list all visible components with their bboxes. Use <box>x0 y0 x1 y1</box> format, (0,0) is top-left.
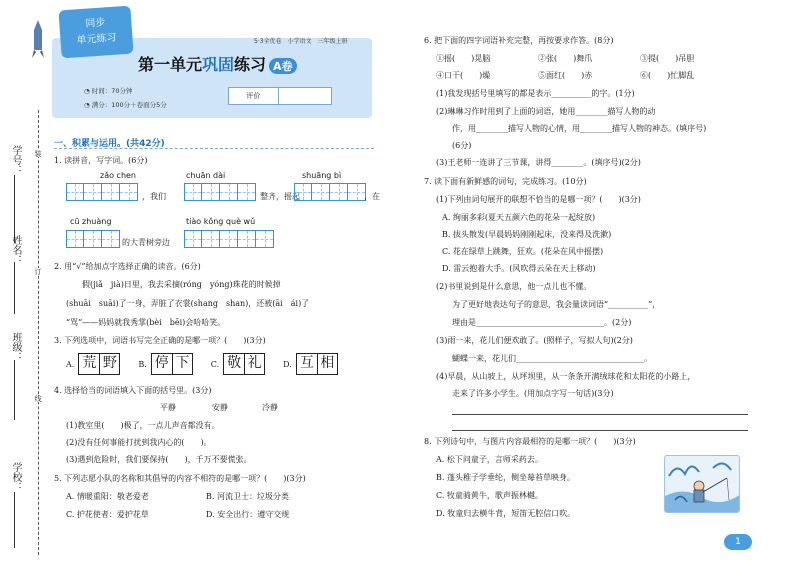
q3-option-char: 敬 <box>227 355 242 371</box>
q1-pinyin-3: shuāng bì <box>302 171 342 180</box>
rocket-icon <box>32 20 44 60</box>
q6-row2-a: ④口干( )燥 <box>436 71 491 80</box>
q7-stem: 7. 读下面有新鲜感的词句，完成练习。(10分) <box>424 177 587 186</box>
q7-sub-2: (2)书里说到是什么意思，他一点儿也不懂。 <box>436 282 592 291</box>
tag-line-1: 同步 <box>85 17 106 30</box>
q3-option-1[interactable] <box>138 353 192 375</box>
page-number: 1 <box>724 534 752 550</box>
score-info <box>84 100 167 109</box>
q7-sub-4: (4)早晨，从山坡上，从坪坝里，从一条条开满绒球花和太阳花的小路上， <box>436 372 696 381</box>
title-part-1: 第一单元 <box>138 55 203 74</box>
q3-option-3[interactable] <box>283 353 338 375</box>
q1-pinyin-5: tiào kǒng què wǔ <box>186 217 256 226</box>
time-info <box>84 86 133 95</box>
q5-option-b[interactable]: B. 河流卫士：垃圾分类 <box>206 492 289 501</box>
q8-option-a[interactable]: A. 松下问童子，言师采药去。 <box>436 455 543 464</box>
q6-row1-a: ①摇( )晃脑 <box>436 54 491 63</box>
evaluation-field[interactable] <box>279 88 331 104</box>
q6-sub-3: (3)王老师一连讲了三节课，讲得________。(填序号)(2分) <box>436 158 641 167</box>
q7-sub-2b: 理由是________________________________。(2分) <box>452 318 632 327</box>
evaluation-label: 评价 <box>229 88 279 104</box>
q4-sentence-1: (1)教室里( )极了，一点儿声音都没有。 <box>66 421 220 430</box>
q1-stem: 1. 读拼音，写字词。(6分) <box>54 156 148 165</box>
illustration-image <box>665 456 740 513</box>
q7-option-a[interactable]: A. 绚丽多彩(夏天五颜六色的花朵一起绽放) <box>442 213 596 222</box>
q6-row1-c: ③提( )吊胆 <box>640 54 695 63</box>
q3-option-char: 下 <box>172 354 192 374</box>
unit-practice-tag <box>58 6 133 59</box>
q4-word-2: 安静 <box>212 403 228 412</box>
q3-option-letter: D. <box>283 359 292 369</box>
q1-pinyin-2: chuān dài <box>186 171 226 180</box>
q1-grid-2[interactable] <box>184 183 256 201</box>
q7-answer-line-2[interactable] <box>452 430 748 431</box>
q3-option-word <box>296 353 338 375</box>
q3-option-word <box>223 353 265 375</box>
q1-text-2: 整齐，摇起 <box>260 192 300 201</box>
title-highlight: 巩固 <box>202 55 235 74</box>
q7-sub-3a: 蝴蝶一来，花儿们________________________________。 <box>452 354 652 363</box>
q8-stem: 8. 下列诗句中，与图片内容最相符的是哪一项？( )(3分) <box>424 437 636 446</box>
name-label: 姓名： <box>10 235 21 265</box>
q3-option-char: 野 <box>99 354 119 374</box>
q2-line-1: 假(jiǎ jià)日里，我去采摘(róng yóng)珠花的时候掉 <box>82 280 281 289</box>
q7-sub-3: (3)雨一来，花儿们便欢敢了。(照样子，写拟人句)(2分) <box>436 336 633 345</box>
school-field[interactable] <box>14 492 15 548</box>
score-icon: ◔ <box>84 101 92 109</box>
class-label: 班级： <box>10 332 21 362</box>
illustration-boy-fishing <box>664 455 740 513</box>
q4-stem: 4. 选择恰当的词语填入下面的括号里。(3分) <box>54 386 212 395</box>
q6-sub-1: (1)我发现括号里填写的都是表示__________的字。(1分) <box>436 89 635 98</box>
binding-mark-xian: 线 <box>34 395 42 402</box>
q3-option-char: 荒 <box>82 355 97 371</box>
q3-stem: 3. 下列选项中，词语书写完全正确的是哪一项？( )(3分) <box>54 336 266 345</box>
book-meta: 5·3全优卷 小学语文 三年级上册 <box>254 38 348 45</box>
tag-line-2: 单元练习 <box>76 32 117 47</box>
q3-option-word <box>151 353 193 375</box>
q8-option-c[interactable]: C. 牧童骑黄牛，歌声振林樾。 <box>436 491 543 500</box>
class-field[interactable] <box>14 360 15 420</box>
q1-grid-4[interactable] <box>66 230 120 248</box>
q3-option-char: 停 <box>154 355 169 371</box>
q7-option-b[interactable]: B. 拔头散发(早晨妈妈刚刚起床，没来得及洗漱) <box>442 230 612 239</box>
q3-option-letter: C. <box>210 359 220 369</box>
binding-mark-ding: 订 <box>34 268 42 275</box>
q4-word-3: 冷静 <box>262 403 278 412</box>
time-text: 时间：70分钟 <box>91 87 133 95</box>
q2-stem: 2. 用“√”给加点字选择正确的读音。(6分) <box>54 262 201 271</box>
name-field[interactable] <box>14 262 15 314</box>
q5-option-d[interactable]: D. 安全出行：遵守交规 <box>206 510 290 519</box>
page-title <box>138 52 297 75</box>
q1-text-1: ，我们 <box>142 192 166 201</box>
q8-option-d[interactable]: D. 牧童归去横牛背，短笛无腔信口吹。 <box>436 509 576 518</box>
q1-grid-3[interactable] <box>294 183 366 201</box>
score-text: 满分：100分＋卷面分5分 <box>91 101 167 109</box>
q8-option-b[interactable]: B. 蓬头稚子学垂纶，侧坐莓苔草映身。 <box>436 473 575 482</box>
q7-sub-1: (1)下列由词句展开的联想不恰当的是哪一项？( )(3分) <box>436 195 641 204</box>
q6-sub-2-score: (6分) <box>452 141 472 150</box>
q2-line-2: (shuāi suāi)了一身，弄脏了衣裳(shang shan)，还被(āi ái)了 <box>66 299 310 308</box>
q7-sub-4a: 走来了许多小学生。(用加点字写一句话)(3分) <box>452 389 614 398</box>
binding-mark-zhuang: 装 <box>34 150 42 157</box>
q3-option-char: 礼 <box>244 354 264 374</box>
binding-dashed-line <box>38 110 39 555</box>
student-id-label: 学号： <box>10 145 21 175</box>
q7-answer-line-1[interactable] <box>452 414 748 415</box>
q1-pinyin-4: cū zhuàng <box>70 217 112 226</box>
q6-sub-2: (2)琳琳习作时用到了上面的词语，她用________描写人物的动 <box>436 107 656 116</box>
q3-options <box>66 353 338 375</box>
clock-icon: ◔ <box>84 87 92 95</box>
q6-row2-c: ⑥( )忙脚乱 <box>640 71 695 80</box>
q5-stem: 5. 下列志愿小队的名称和其倡导的内容不相符的是哪一项？( )(3分) <box>54 474 306 483</box>
q6-sub-2-cont: 作，用________描写人物的心情，用________描写人物的神态。(填序号) <box>452 124 707 133</box>
q3-option-letter: A. <box>66 359 75 369</box>
school-label: 学校： <box>10 462 21 492</box>
q4-sentence-2: (2)没有任何事能打扰到我内心的( )。 <box>66 438 212 447</box>
q7-option-d[interactable]: D. 雷云抱着大手。(风吹得云朵在天上移动) <box>442 264 596 273</box>
q4-word-1: 平静 <box>160 403 176 412</box>
q3-option-char: 互 <box>299 355 314 371</box>
q3-option-char: 相 <box>317 354 337 374</box>
q3-option-0[interactable] <box>66 353 120 375</box>
q6-row2-b: ⑤面红( )赤 <box>538 71 593 80</box>
evaluation-box <box>228 87 332 105</box>
title-part-2: 练习 <box>234 55 267 74</box>
section-title: 一、积累与运用。(共42分) <box>54 139 165 149</box>
q1-grid-5[interactable] <box>184 230 274 248</box>
q6-row1-b: ②张( )舞爪 <box>538 54 593 63</box>
q7-sub-2a: 为了更好地表达句子的意思，我会量读词语“__________”， <box>452 300 661 309</box>
section-divider <box>54 148 374 149</box>
q4-sentence-3: (3)遇到危险时，我们要保持( )，千万不要慌张。 <box>66 455 252 464</box>
q7-option-c[interactable]: C. 花在绿草上跳舞，狂欢。(花朵在风中摇摆) <box>442 247 604 256</box>
q5-option-c[interactable]: C. 护花使者：爱护花草 <box>66 510 149 519</box>
q3-option-letter: B. <box>138 359 147 369</box>
q6-stem: 6. 把下面的四字词语补充完整，再按要求作答。(8分) <box>424 36 614 45</box>
q1-text-3: ，在 <box>364 192 380 201</box>
q5-option-a[interactable]: A. 情暖重阳：敬老爱老 <box>66 492 149 501</box>
q2-line-3: “骂”——妈妈就我秀掌(bèi bēi)会哈哈笑。 <box>66 318 226 327</box>
level-badge: A卷 <box>269 58 297 74</box>
q3-option-2[interactable] <box>211 353 265 375</box>
binding-strip <box>0 0 52 561</box>
q1-text-4: 的大青树旁边 <box>122 238 170 247</box>
q1-grid-1[interactable] <box>66 183 138 201</box>
student-id-field[interactable] <box>14 175 15 243</box>
q1-pinyin-1: zǎo chen <box>100 171 136 180</box>
q3-option-word <box>78 353 120 375</box>
